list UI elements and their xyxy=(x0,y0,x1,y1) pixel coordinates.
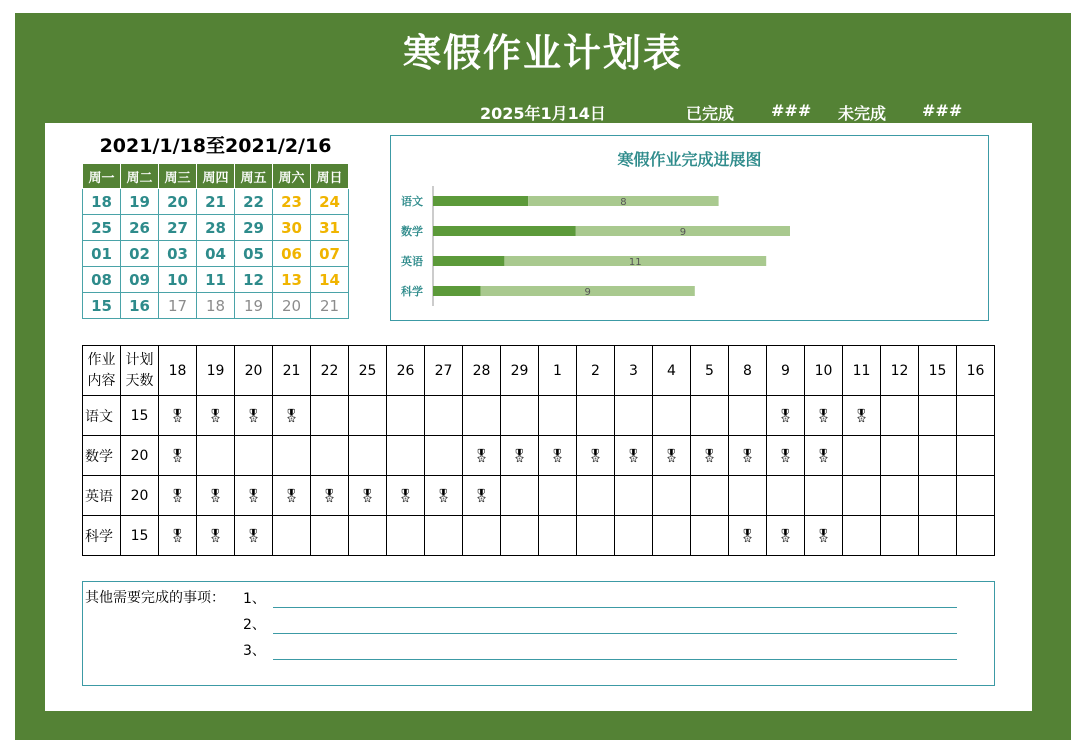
schedule-cell[interactable] xyxy=(767,396,805,436)
data-label: 9 xyxy=(679,227,687,238)
schedule-cell[interactable] xyxy=(349,436,387,476)
date-header: 18 xyxy=(159,346,197,396)
schedule-cell[interactable] xyxy=(539,396,577,436)
calendar-day: 04 xyxy=(197,241,235,267)
notes-label: 其他需要完成的事项： xyxy=(85,590,225,606)
calendar-day: 14 xyxy=(311,267,349,293)
schedule-cell[interactable] xyxy=(881,516,919,556)
calendar-week xyxy=(83,267,349,293)
subject-row xyxy=(83,516,995,556)
calendar-day: 19 xyxy=(235,293,273,319)
data-label: 11 xyxy=(628,257,642,268)
calendar-day: 21 xyxy=(197,189,235,215)
schedule-cell[interactable] xyxy=(501,436,539,476)
medal-icon: 🎖 xyxy=(169,408,186,424)
category-label: 语文 xyxy=(401,195,423,208)
schedule-cell[interactable] xyxy=(539,516,577,556)
calendar-day: 23 xyxy=(273,189,311,215)
calendar-day: 07 xyxy=(311,241,349,267)
medal-icon: 🎖 xyxy=(549,448,566,464)
schedule-cell[interactable] xyxy=(311,476,349,516)
schedule-cell[interactable] xyxy=(919,396,957,436)
medal-icon: 🎖 xyxy=(169,528,186,544)
completed-bar xyxy=(433,196,528,206)
category-label: 英语 xyxy=(401,255,423,268)
date-header: 16 xyxy=(957,346,995,396)
schedule-cell[interactable] xyxy=(577,396,615,436)
schedule-cell[interactable] xyxy=(311,396,349,436)
completed-bar xyxy=(433,256,504,266)
schedule-cell[interactable] xyxy=(425,476,463,516)
schedule-cell[interactable] xyxy=(349,476,387,516)
schedule-cell[interactable] xyxy=(197,476,235,516)
schedule-cell[interactable] xyxy=(387,476,425,516)
schedule-cell[interactable] xyxy=(653,396,691,436)
schedule-cell[interactable] xyxy=(577,436,615,476)
schedule-cell[interactable] xyxy=(463,396,501,436)
schedule-cell[interactable] xyxy=(919,436,957,476)
planned-days: 20 xyxy=(121,476,159,516)
schedule-cell[interactable] xyxy=(539,476,577,516)
schedule-cell[interactable] xyxy=(615,516,653,556)
schedule-cell[interactable] xyxy=(653,476,691,516)
medal-icon: 🎖 xyxy=(473,448,490,464)
medal-icon: 🎖 xyxy=(283,488,300,504)
schedule-cell[interactable] xyxy=(273,516,311,556)
done-value: ### xyxy=(771,101,812,120)
schedule-cell[interactable] xyxy=(729,476,767,516)
schedule-cell[interactable] xyxy=(767,476,805,516)
schedule-cell[interactable] xyxy=(653,436,691,476)
planned-days: 15 xyxy=(121,396,159,436)
medal-icon: 🎖 xyxy=(511,448,528,464)
medal-icon: 🎖 xyxy=(359,488,376,504)
days-header-line: 天数 xyxy=(125,372,154,389)
schedule-cell[interactable] xyxy=(843,476,881,516)
days-header xyxy=(121,346,159,396)
schedule-cell[interactable] xyxy=(653,516,691,556)
schedule-cell[interactable] xyxy=(463,516,501,556)
category-label: 科学 xyxy=(401,285,423,298)
schedule-cell[interactable] xyxy=(387,436,425,476)
category-label: 数学 xyxy=(401,225,423,238)
medal-icon: 🎖 xyxy=(777,408,794,424)
schedule-cell[interactable] xyxy=(273,396,311,436)
schedule-cell[interactable] xyxy=(729,516,767,556)
schedule-cell[interactable] xyxy=(577,516,615,556)
calendar-day: 05 xyxy=(235,241,273,267)
date-header: 12 xyxy=(881,346,919,396)
schedule-cell[interactable] xyxy=(501,476,539,516)
chart-plot xyxy=(391,136,988,320)
schedule-cell[interactable] xyxy=(159,476,197,516)
schedule-cell[interactable] xyxy=(197,516,235,556)
note-line[interactable] xyxy=(273,633,957,634)
notes-box xyxy=(82,581,995,686)
date-header: 27 xyxy=(425,346,463,396)
schedule-cell[interactable] xyxy=(767,516,805,556)
weekday-header: 周日 xyxy=(311,164,349,189)
schedule-cell[interactable] xyxy=(615,436,653,476)
schedule-cell[interactable] xyxy=(311,516,349,556)
date-header: 25 xyxy=(349,346,387,396)
progress-chart xyxy=(390,135,989,321)
schedule-cell[interactable] xyxy=(273,436,311,476)
date-header: 28 xyxy=(463,346,501,396)
weekday-header: 周三 xyxy=(159,164,197,189)
calendar-day: 20 xyxy=(159,189,197,215)
calendar-day: 31 xyxy=(311,215,349,241)
medal-icon: 🎖 xyxy=(739,448,756,464)
schedule-cell[interactable] xyxy=(691,436,729,476)
schedule-cell[interactable] xyxy=(805,396,843,436)
medal-icon: 🎖 xyxy=(397,488,414,504)
schedule-cell[interactable] xyxy=(463,436,501,476)
calendar-day: 02 xyxy=(121,241,159,267)
current-date: 2025年1月14日 xyxy=(480,104,606,123)
note-line[interactable] xyxy=(273,659,957,660)
schedule-cell[interactable] xyxy=(881,396,919,436)
schedule-cell[interactable] xyxy=(425,436,463,476)
schedule-cell[interactable] xyxy=(729,396,767,436)
content-header-line: 内容 xyxy=(87,372,116,389)
schedule-cell[interactable] xyxy=(387,396,425,436)
medal-icon: 🎖 xyxy=(435,488,452,504)
schedule-cell[interactable] xyxy=(767,436,805,476)
subject-name: 数学 xyxy=(83,436,121,476)
schedule-cell[interactable] xyxy=(159,436,197,476)
schedule-cell[interactable] xyxy=(463,476,501,516)
subject-row xyxy=(83,436,995,476)
calendar-week xyxy=(83,189,349,215)
calendar-day: 24 xyxy=(311,189,349,215)
undone-label: 未完成 xyxy=(838,104,887,123)
calendar-table xyxy=(82,163,349,319)
calendar-day: 20 xyxy=(273,293,311,319)
medal-icon: 🎖 xyxy=(169,448,186,464)
note-number: 2、 xyxy=(243,617,266,633)
calendar-day: 22 xyxy=(235,189,273,215)
note-line[interactable] xyxy=(273,607,957,608)
schedule-cell[interactable] xyxy=(349,516,387,556)
note-number: 1、 xyxy=(243,591,266,607)
data-label: 8 xyxy=(620,197,627,208)
schedule-cell[interactable] xyxy=(197,436,235,476)
calendar-day: 21 xyxy=(311,293,349,319)
date-header: 2 xyxy=(577,346,615,396)
date-header: 20 xyxy=(235,346,273,396)
subject-name: 英语 xyxy=(83,476,121,516)
schedule-cell[interactable] xyxy=(615,476,653,516)
done-label: 已完成 xyxy=(686,104,735,123)
calendar-day: 28 xyxy=(197,215,235,241)
date-header: 8 xyxy=(729,346,767,396)
undone-value: ### xyxy=(922,101,963,120)
medal-icon: 🎖 xyxy=(739,528,756,544)
calendar-week xyxy=(83,293,349,319)
subject-name: 科学 xyxy=(83,516,121,556)
calendar-day: 01 xyxy=(83,241,121,267)
medal-icon: 🎖 xyxy=(283,408,300,424)
schedule-cell[interactable] xyxy=(691,476,729,516)
days-header-line: 计划 xyxy=(125,351,154,368)
completed-bar xyxy=(433,286,481,296)
schedule-cell[interactable] xyxy=(805,516,843,556)
calendar-day: 26 xyxy=(121,215,159,241)
date-header: 22 xyxy=(311,346,349,396)
date-header: 29 xyxy=(501,346,539,396)
schedule-cell[interactable] xyxy=(197,396,235,436)
schedule-cell[interactable] xyxy=(957,516,995,556)
date-header: 11 xyxy=(843,346,881,396)
content-header-line: 作业 xyxy=(87,351,116,368)
schedule-cell[interactable] xyxy=(311,436,349,476)
schedule-cell[interactable] xyxy=(805,476,843,516)
calendar-day: 16 xyxy=(121,293,159,319)
calendar-day: 25 xyxy=(83,215,121,241)
schedule-cell[interactable] xyxy=(273,476,311,516)
medal-icon: 🎖 xyxy=(777,528,794,544)
date-header: 9 xyxy=(767,346,805,396)
schedule-cell[interactable] xyxy=(881,476,919,516)
page-title: 寒假作业计划表 xyxy=(402,31,683,75)
schedule-cell[interactable] xyxy=(843,396,881,436)
schedule-cell[interactable] xyxy=(805,436,843,476)
medal-icon: 🎖 xyxy=(321,488,338,504)
schedule-cell[interactable] xyxy=(159,396,197,436)
date-header: 10 xyxy=(805,346,843,396)
date-header: 15 xyxy=(919,346,957,396)
schedule-cell[interactable] xyxy=(729,436,767,476)
schedule-cell[interactable] xyxy=(425,516,463,556)
medal-icon: 🎖 xyxy=(815,448,832,464)
schedule-cell[interactable] xyxy=(425,396,463,436)
calendar-day: 13 xyxy=(273,267,311,293)
schedule-cell[interactable] xyxy=(235,516,273,556)
date-header: 4 xyxy=(653,346,691,396)
medal-icon: 🎖 xyxy=(777,448,794,464)
medal-icon: 🎖 xyxy=(169,488,186,504)
medal-icon: 🎖 xyxy=(473,488,490,504)
calendar-day: 15 xyxy=(83,293,121,319)
weekday-header: 周五 xyxy=(235,164,273,189)
date-header: 5 xyxy=(691,346,729,396)
schedule-cell[interactable] xyxy=(387,516,425,556)
schedule-cell[interactable] xyxy=(539,436,577,476)
medal-icon: 🎖 xyxy=(587,448,604,464)
medal-icon: 🎖 xyxy=(625,448,642,464)
date-header: 3 xyxy=(615,346,653,396)
data-label: 9 xyxy=(584,287,591,298)
schedule-cell[interactable] xyxy=(691,516,729,556)
completed-bar xyxy=(433,226,576,236)
calendar-day: 06 xyxy=(273,241,311,267)
date-header: 21 xyxy=(273,346,311,396)
subject-row xyxy=(83,476,995,516)
content-header xyxy=(83,346,121,396)
medal-icon: 🎖 xyxy=(207,528,224,544)
schedule-cell[interactable] xyxy=(957,436,995,476)
schedule-cell[interactable] xyxy=(957,476,995,516)
subject-row xyxy=(83,396,995,436)
medal-icon: 🎖 xyxy=(701,448,718,464)
weekday-header: 周四 xyxy=(197,164,235,189)
calendar-day: 19 xyxy=(121,189,159,215)
subject-name: 语文 xyxy=(83,396,121,436)
medal-icon: 🎖 xyxy=(207,488,224,504)
schedule-cell[interactable] xyxy=(501,396,539,436)
schedule-cell[interactable] xyxy=(235,396,273,436)
schedule-cell[interactable] xyxy=(159,516,197,556)
date-header: 1 xyxy=(539,346,577,396)
schedule-cell[interactable] xyxy=(235,476,273,516)
weekday-header: 周二 xyxy=(121,164,159,189)
medal-icon: 🎖 xyxy=(663,448,680,464)
note-number: 3、 xyxy=(243,643,266,659)
planned-days: 20 xyxy=(121,436,159,476)
medal-icon: 🎖 xyxy=(245,528,262,544)
chart-title: 寒假作业完成进展图 xyxy=(617,150,762,169)
medal-icon: 🎖 xyxy=(853,408,870,424)
schedule-cell[interactable] xyxy=(615,396,653,436)
schedule-cell[interactable] xyxy=(919,516,957,556)
schedule-cell[interactable] xyxy=(843,436,881,476)
calendar-day: 12 xyxy=(235,267,273,293)
weekday-header: 周六 xyxy=(273,164,311,189)
medal-icon: 🎖 xyxy=(815,528,832,544)
medal-icon: 🎖 xyxy=(207,408,224,424)
schedule-cell[interactable] xyxy=(349,396,387,436)
calendar-day: 10 xyxy=(159,267,197,293)
schedule-cell[interactable] xyxy=(957,396,995,436)
planned-days: 15 xyxy=(121,516,159,556)
date-header: 26 xyxy=(387,346,425,396)
medal-icon: 🎖 xyxy=(245,408,262,424)
date-range: 2021/1/18至2021/2/16 xyxy=(99,135,332,157)
calendar-day: 18 xyxy=(197,293,235,319)
calendar-day: 30 xyxy=(273,215,311,241)
schedule-cell[interactable] xyxy=(501,516,539,556)
calendar-day: 27 xyxy=(159,215,197,241)
schedule-cell[interactable] xyxy=(577,476,615,516)
calendar-day: 29 xyxy=(235,215,273,241)
calendar-day: 09 xyxy=(121,267,159,293)
calendar-day: 17 xyxy=(159,293,197,319)
schedule-cell[interactable] xyxy=(691,396,729,436)
schedule-cell[interactable] xyxy=(235,436,273,476)
weekday-header: 周一 xyxy=(83,164,121,189)
medal-icon: 🎖 xyxy=(245,488,262,504)
calendar-day: 08 xyxy=(83,267,121,293)
schedule-cell[interactable] xyxy=(881,436,919,476)
calendar-day: 03 xyxy=(159,241,197,267)
calendar-day: 18 xyxy=(83,189,121,215)
calendar-week xyxy=(83,215,349,241)
date-header: 19 xyxy=(197,346,235,396)
calendar-week xyxy=(83,241,349,267)
schedule-cell[interactable] xyxy=(843,516,881,556)
medal-icon: 🎖 xyxy=(815,408,832,424)
calendar-day: 11 xyxy=(197,267,235,293)
plan-table xyxy=(82,345,995,556)
schedule-cell[interactable] xyxy=(919,476,957,516)
